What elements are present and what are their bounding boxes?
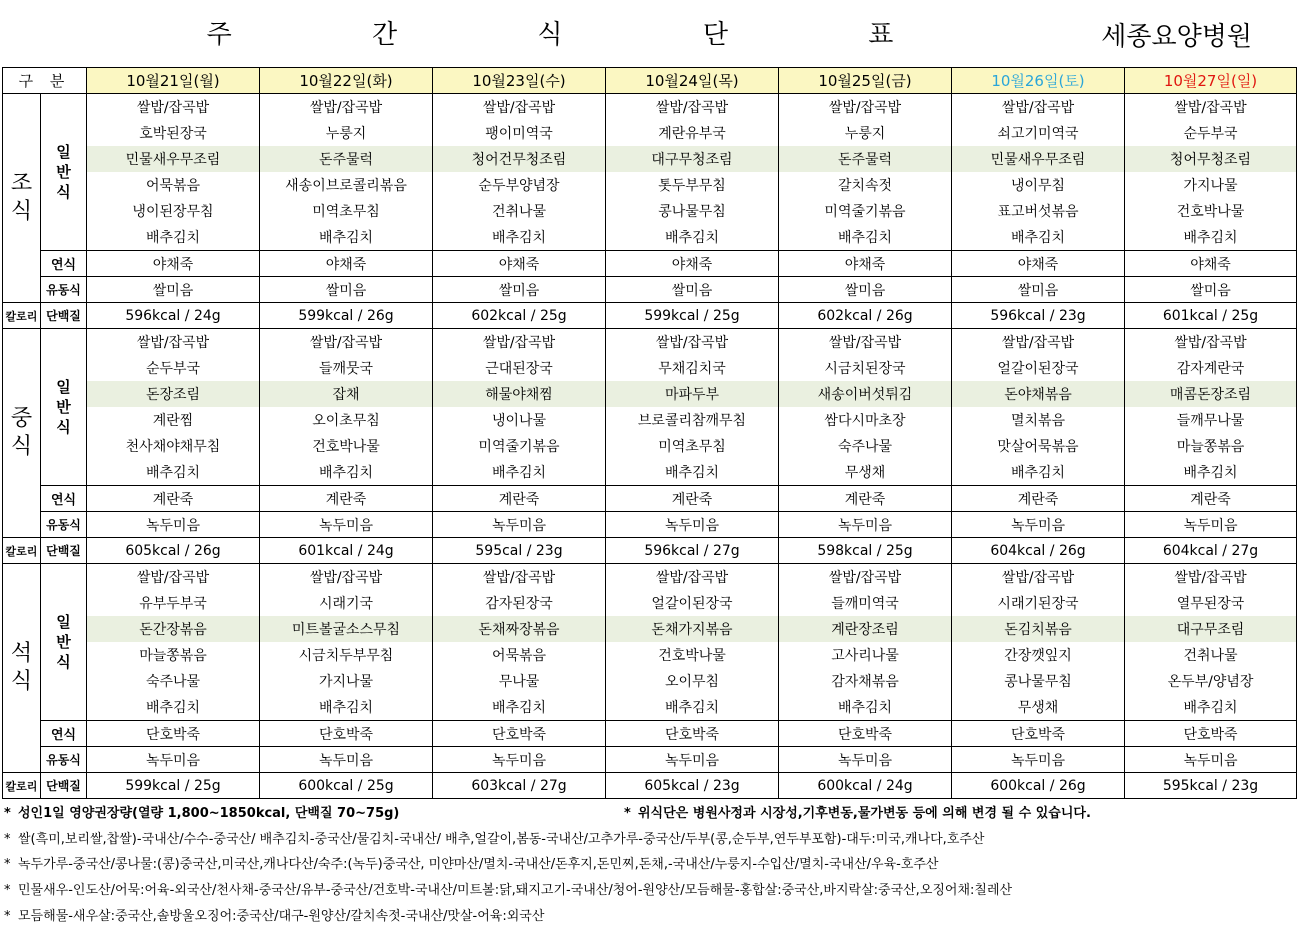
menu-cell: 대구무조림 [1125, 616, 1297, 642]
menu-cell: 배추김치 [1125, 224, 1297, 251]
menu-cell: 청어무청조림 [1125, 146, 1297, 172]
menu-cell: 배추김치 [606, 694, 779, 721]
liquid-label: 유동식 [41, 512, 87, 538]
menu-cell: 쌀밥/잡곡밥 [606, 329, 779, 356]
regular-label-char: 반 [56, 633, 71, 651]
menu-cell: 건호박나물 [260, 433, 433, 459]
menu-cell: 쌀밥/잡곡밥 [87, 329, 260, 356]
regular-label [41, 94, 87, 251]
menu-cell: 배추김치 [433, 694, 606, 721]
hospital-name: 세종요양병원 [1101, 22, 1252, 52]
menu-cell: 냉이무침 [952, 172, 1125, 198]
meal-label-char: 식 [10, 434, 33, 459]
menu-cell: 계란죽 [779, 486, 952, 512]
calorie-cell: 601kcal / 25g [1125, 303, 1297, 329]
meal-label-char: 석 [10, 641, 33, 666]
menu-cell: 잡채 [260, 381, 433, 407]
menu-cell: 마늘쫑볶음 [1125, 433, 1297, 459]
menu-cell: 마늘쫑볶음 [87, 642, 260, 668]
menu-cell: 팽이미역국 [433, 120, 606, 146]
menu-cell: 돈주물럭 [779, 146, 952, 172]
calorie-cell: 600kcal / 24g [779, 773, 952, 799]
menu-cell: 녹두미음 [779, 512, 952, 538]
day-header: 10월23일(수) [433, 68, 606, 94]
menu-cell: 쌀밥/잡곡밥 [1125, 564, 1297, 591]
menu-cell: 계란장조림 [779, 616, 952, 642]
menu-cell: 순두부국 [87, 355, 260, 381]
menu-cell: 콩나물무침 [606, 198, 779, 224]
menu-cell: 배추김치 [87, 694, 260, 721]
menu-cell: 쌀밥/잡곡밥 [433, 94, 606, 121]
protein-label: 단백질 [41, 303, 87, 329]
day-header: 10월25일(금) [779, 68, 952, 94]
menu-cell: 배추김치 [952, 224, 1125, 251]
menu-cell: 배추김치 [260, 224, 433, 251]
menu-cell: 멸치볶음 [952, 407, 1125, 433]
calorie-cell: 605kcal / 23g [606, 773, 779, 799]
menu-cell: 쌀밥/잡곡밥 [779, 564, 952, 591]
soft-label: 연식 [41, 486, 87, 512]
menu-cell: 미트볼굴소스무침 [260, 616, 433, 642]
calorie-cell: 604kcal / 27g [1125, 538, 1297, 564]
page-header [0, 0, 1298, 66]
menu-cell: 쌀미음 [260, 277, 433, 303]
menu-cell: 냉이된장무침 [87, 198, 260, 224]
menu-row [3, 668, 1297, 694]
liquid-row [3, 277, 1297, 303]
menu-cell: 건호박나물 [606, 642, 779, 668]
menu-row [3, 433, 1297, 459]
menu-cell: 새송이브로콜리볶음 [260, 172, 433, 198]
category-header: 구 분 [3, 68, 87, 94]
menu-cell: 쌀밥/잡곡밥 [779, 94, 952, 121]
menu-cell: 단호박죽 [779, 721, 952, 747]
calorie-label: 칼로리 [3, 538, 41, 564]
soft-label: 연식 [41, 251, 87, 277]
meal-label [3, 94, 41, 303]
meal-label [3, 329, 41, 538]
menu-cell: 매콤돈장조림 [1125, 381, 1297, 407]
menu-cell: 유부두부국 [87, 590, 260, 616]
menu-cell: 녹두미음 [1125, 512, 1297, 538]
menu-cell: 건취나물 [1125, 642, 1297, 668]
menu-cell: 시래기국 [260, 590, 433, 616]
nutrition-text: 성인1일 영양권장량(열량 1,800~1850kcal, 단백질 70~75g) [18, 806, 400, 821]
day-header: 10월27일(일) [1125, 68, 1297, 94]
liquid-row [3, 747, 1297, 773]
menu-cell: 무채김치국 [606, 355, 779, 381]
menu-cell: 간장깻잎지 [952, 642, 1125, 668]
menu-cell: 배추김치 [433, 224, 606, 251]
regular-label-char: 식 [56, 653, 71, 671]
menu-cell: 쌀밥/잡곡밥 [952, 329, 1125, 356]
menu-cell: 야채죽 [952, 251, 1125, 277]
menu-cell: 근대된장국 [433, 355, 606, 381]
menu-cell: 천사채야채무침 [87, 433, 260, 459]
menu-cell: 쇠고기미역국 [952, 120, 1125, 146]
menu-cell: 쌀밥/잡곡밥 [952, 564, 1125, 591]
protein-label: 단백질 [41, 538, 87, 564]
menu-cell: 미역줄기볶음 [779, 198, 952, 224]
menu-cell: 쌀미음 [87, 277, 260, 303]
menu-cell: 녹두미음 [87, 747, 260, 773]
menu-row [3, 407, 1297, 433]
menu-cell: 단호박죽 [87, 721, 260, 747]
menu-cell: 배추김치 [779, 694, 952, 721]
regular-label-char: 일 [56, 378, 71, 396]
menu-cell: 쌀밥/잡곡밥 [606, 94, 779, 121]
menu-cell: 배추김치 [606, 459, 779, 486]
menu-cell: 열무된장국 [1125, 590, 1297, 616]
menu-cell: 녹두미음 [260, 512, 433, 538]
menu-cell: 얼갈이된장국 [606, 590, 779, 616]
menu-cell: 녹두미음 [606, 512, 779, 538]
origin-note [4, 828, 985, 847]
menu-cell: 배추김치 [260, 459, 433, 486]
menu-row [3, 355, 1297, 381]
menu-cell: 쌀밥/잡곡밥 [260, 329, 433, 356]
menu-cell: 쌀밥/잡곡밥 [433, 564, 606, 591]
menu-cell: 숙주나물 [87, 668, 260, 694]
calorie-cell: 596kcal / 24g [87, 303, 260, 329]
regular-label-char: 반 [56, 398, 71, 416]
menu-cell: 배추김치 [433, 459, 606, 486]
menu-cell: 녹두미음 [433, 747, 606, 773]
meal-label-char: 식 [10, 199, 33, 224]
menu-cell: 맛살어묵볶음 [952, 433, 1125, 459]
menu-cell: 계란죽 [606, 486, 779, 512]
menu-cell: 감자채볶음 [779, 668, 952, 694]
menu-cell: 녹두미음 [87, 512, 260, 538]
origin-text: 민물새우-인도산/어묵:어육-외국산/천사채-중국산/유부-중국산/건호박-국내산/미트볼:닭,돼지고기-국내산/청어-원양산/모듬해물-홍합살:중국산,바지락살:중국산,오징어채:칠레산 [18, 883, 1013, 898]
menu-cell: 계란죽 [952, 486, 1125, 512]
day-header: 10월24일(목) [606, 68, 779, 94]
menu-cell: 가지나물 [1125, 172, 1297, 198]
liquid-label: 유동식 [41, 747, 87, 773]
calorie-row [3, 773, 1297, 799]
menu-cell: 배추김치 [1125, 694, 1297, 721]
menu-row [3, 459, 1297, 486]
menu-cell: 무생채 [952, 694, 1125, 721]
menu-cell: 순두부양념장 [433, 172, 606, 198]
menu-cell: 돈김치볶음 [952, 616, 1125, 642]
menu-cell: 배추김치 [779, 224, 952, 251]
menu-cell: 계란찜 [87, 407, 260, 433]
page-title: 주 간 식 단 표 [206, 20, 960, 50]
menu-cell: 단호박죽 [433, 721, 606, 747]
menu-cell: 쌀밥/잡곡밥 [952, 94, 1125, 121]
meal-label [3, 564, 41, 773]
menu-cell: 숙주나물 [779, 433, 952, 459]
soft-row [3, 721, 1297, 747]
calorie-label: 칼로리 [3, 773, 41, 799]
menu-cell: 배추김치 [606, 224, 779, 251]
menu-cell: 배추김치 [1125, 459, 1297, 486]
weekly-menu-table [2, 67, 1297, 799]
bullet: * [4, 832, 11, 847]
menu-row [3, 642, 1297, 668]
menu-row [3, 172, 1297, 198]
menu-cell: 배추김치 [87, 459, 260, 486]
menu-cell: 들깨뭇국 [260, 355, 433, 381]
menu-cell: 녹두미음 [952, 512, 1125, 538]
menu-row [3, 590, 1297, 616]
menu-cell: 무나물 [433, 668, 606, 694]
menu-cell: 갈치속젓 [779, 172, 952, 198]
menu-cell: 쌀밥/잡곡밥 [779, 329, 952, 356]
menu-cell: 쌀밥/잡곡밥 [433, 329, 606, 356]
menu-cell: 시금치두부무침 [260, 642, 433, 668]
calorie-cell: 604kcal / 26g [952, 538, 1125, 564]
meal-label-char: 중 [10, 406, 33, 431]
menu-cell: 민물새우무조림 [87, 146, 260, 172]
menu-cell: 계란죽 [433, 486, 606, 512]
menu-cell: 쌀밥/잡곡밥 [606, 564, 779, 591]
menu-cell: 단호박죽 [606, 721, 779, 747]
menu-cell: 미역초무침 [260, 198, 433, 224]
bullet: * [4, 883, 11, 898]
liquid-row [3, 512, 1297, 538]
calorie-cell: 599kcal / 25g [87, 773, 260, 799]
menu-cell: 쌀밥/잡곡밥 [1125, 94, 1297, 121]
day-header: 10월26일(토) [952, 68, 1125, 94]
menu-cell: 대구무청조림 [606, 146, 779, 172]
menu-cell: 오이초무침 [260, 407, 433, 433]
regular-label-char: 일 [56, 613, 71, 631]
menu-cell: 계란유부국 [606, 120, 779, 146]
menu-cell: 돈야채볶음 [952, 381, 1125, 407]
calorie-cell: 605kcal / 26g [87, 538, 260, 564]
menu-cell: 누룽지 [260, 120, 433, 146]
menu-cell: 온두부/양념장 [1125, 668, 1297, 694]
calorie-cell: 600kcal / 25g [260, 773, 433, 799]
menu-row [3, 694, 1297, 721]
menu-cell: 계란죽 [260, 486, 433, 512]
calorie-row [3, 303, 1297, 329]
menu-cell: 돈채짜장볶음 [433, 616, 606, 642]
menu-cell: 쌀밥/잡곡밥 [1125, 329, 1297, 356]
calorie-cell: 599kcal / 25g [606, 303, 779, 329]
day-header: 10월22일(화) [260, 68, 433, 94]
bullet: * [624, 806, 631, 821]
calorie-label: 칼로리 [3, 303, 41, 329]
menu-cell: 들깨미역국 [779, 590, 952, 616]
disclaimer-note [624, 802, 1091, 821]
menu-cell: 단호박죽 [952, 721, 1125, 747]
calorie-cell: 595kcal / 23g [1125, 773, 1297, 799]
menu-cell: 냉이나물 [433, 407, 606, 433]
meal-label-char: 조 [10, 171, 33, 196]
menu-cell: 얼갈이된장국 [952, 355, 1125, 381]
menu-cell: 청어건무청조림 [433, 146, 606, 172]
menu-cell: 시래기된장국 [952, 590, 1125, 616]
menu-cell: 쌀미음 [1125, 277, 1297, 303]
menu-cell: 쌀밥/잡곡밥 [260, 564, 433, 591]
origin-note [4, 853, 939, 872]
menu-cell: 민물새우무조림 [952, 146, 1125, 172]
protein-label: 단백질 [41, 773, 87, 799]
liquid-label: 유동식 [41, 277, 87, 303]
regular-label [41, 329, 87, 486]
menu-cell: 무생채 [779, 459, 952, 486]
menu-cell: 녹두미음 [606, 747, 779, 773]
calorie-cell: 602kcal / 25g [433, 303, 606, 329]
menu-cell: 녹두미음 [260, 747, 433, 773]
menu-cell: 시금치된장국 [779, 355, 952, 381]
calorie-cell: 603kcal / 27g [433, 773, 606, 799]
day-header: 10월21일(월) [87, 68, 260, 94]
menu-cell: 어묵볶음 [87, 172, 260, 198]
menu-cell: 감자계란국 [1125, 355, 1297, 381]
calorie-cell: 598kcal / 25g [779, 538, 952, 564]
menu-row [3, 198, 1297, 224]
origin-text: 쌀(흑미,보리쌀,찹쌀)-국내산/수수-중국산/ 배추김치-중국산/물김치-국내산/ 배추,얼갈이,봄동-국내산/고추가루-중국산/두부(콩,순두부,연두부포함)-대두:미국,캐나다,호주산 [18, 832, 985, 847]
menu-cell: 쌈다시마초장 [779, 407, 952, 433]
soft-row [3, 251, 1297, 277]
menu-cell: 계란죽 [1125, 486, 1297, 512]
menu-cell: 톳두부무침 [606, 172, 779, 198]
menu-row [3, 224, 1297, 251]
bullet: * [4, 806, 11, 821]
menu-row [3, 94, 1297, 121]
menu-cell: 녹두미음 [779, 747, 952, 773]
menu-row [3, 381, 1297, 407]
menu-row [3, 616, 1297, 642]
menu-cell: 돈채가지볶음 [606, 616, 779, 642]
nutrition-note [4, 802, 399, 821]
menu-cell: 야채죽 [779, 251, 952, 277]
regular-label-char: 반 [56, 163, 71, 181]
menu-cell: 야채죽 [433, 251, 606, 277]
menu-cell: 쌀밥/잡곡밥 [87, 564, 260, 591]
menu-row [3, 120, 1297, 146]
menu-cell: 고사리나물 [779, 642, 952, 668]
menu-cell: 미역줄기볶음 [433, 433, 606, 459]
calorie-cell: 601kcal / 24g [260, 538, 433, 564]
bullet: * [4, 909, 11, 924]
menu-cell: 순두부국 [1125, 120, 1297, 146]
menu-cell: 호박된장국 [87, 120, 260, 146]
menu-cell: 쌀밥/잡곡밥 [260, 94, 433, 121]
menu-cell: 쌀밥/잡곡밥 [87, 94, 260, 121]
calorie-cell: 602kcal / 26g [779, 303, 952, 329]
regular-label [41, 564, 87, 721]
menu-cell: 녹두미음 [433, 512, 606, 538]
menu-cell: 마파두부 [606, 381, 779, 407]
origin-text: 모듬해물-새우살:중국산,솔방울오징어:중국산/대구-원양산/갈치속젓-국내산/맛살-어육:외국산 [18, 909, 545, 924]
menu-cell: 배추김치 [952, 459, 1125, 486]
menu-cell: 어묵볶음 [433, 642, 606, 668]
menu-cell: 브로콜리참깨무침 [606, 407, 779, 433]
menu-cell: 계란죽 [87, 486, 260, 512]
regular-label-char: 식 [56, 418, 71, 436]
menu-cell: 쌀미음 [606, 277, 779, 303]
menu-cell: 오이무침 [606, 668, 779, 694]
menu-cell: 야채죽 [87, 251, 260, 277]
meal-label-char: 식 [10, 669, 33, 694]
menu-cell: 쌀미음 [779, 277, 952, 303]
menu-row [3, 564, 1297, 591]
menu-cell: 배추김치 [260, 694, 433, 721]
bullet: * [4, 857, 11, 872]
origin-note [4, 905, 544, 924]
menu-cell: 쌀미음 [433, 277, 606, 303]
menu-cell: 녹두미음 [1125, 747, 1297, 773]
menu-cell: 배추김치 [87, 224, 260, 251]
regular-label-char: 일 [56, 143, 71, 161]
menu-cell: 들깨무나물 [1125, 407, 1297, 433]
menu-cell: 콩나물무침 [952, 668, 1125, 694]
menu-cell: 단호박죽 [1125, 721, 1297, 747]
menu-cell: 건호박나물 [1125, 198, 1297, 224]
regular-label-char: 식 [56, 183, 71, 201]
menu-cell: 야채죽 [606, 251, 779, 277]
calorie-row [3, 538, 1297, 564]
header-row [3, 68, 1297, 94]
menu-cell: 표고버섯볶음 [952, 198, 1125, 224]
menu-cell: 단호박죽 [260, 721, 433, 747]
origin-text: 녹두가루-중국산/콩나물:(콩)중국산,미국산,캐나다산/숙주:(녹두)중국산, 미얀마산/멸치-국내산/돈후지,돈민찌,돈채,-국내산/누룽지-수입산/멸치-국내산/우육-호주산 [18, 857, 939, 872]
menu-cell: 돈주물럭 [260, 146, 433, 172]
menu-cell: 녹두미음 [952, 747, 1125, 773]
calorie-cell: 595cal / 23g [433, 538, 606, 564]
menu-cell: 감자된장국 [433, 590, 606, 616]
calorie-cell: 596kcal / 27g [606, 538, 779, 564]
menu-cell: 야채죽 [1125, 251, 1297, 277]
origin-note [4, 879, 1012, 898]
menu-cell: 건취나물 [433, 198, 606, 224]
disclaimer-text: 위식단은 병원사정과 시장성,기후변동,물가변동 등에 의해 변경 될 수 있습니다. [638, 806, 1091, 821]
calorie-cell: 600kcal / 26g [952, 773, 1125, 799]
menu-cell: 쌀미음 [952, 277, 1125, 303]
calorie-cell: 596kcal / 23g [952, 303, 1125, 329]
soft-row [3, 486, 1297, 512]
menu-cell: 새송이버섯튀김 [779, 381, 952, 407]
menu-cell: 야채죽 [260, 251, 433, 277]
menu-cell: 해물야채찜 [433, 381, 606, 407]
menu-cell: 가지나물 [260, 668, 433, 694]
menu-row [3, 146, 1297, 172]
menu-cell: 돈간장볶음 [87, 616, 260, 642]
menu-cell: 누룽지 [779, 120, 952, 146]
calorie-cell: 599kcal / 26g [260, 303, 433, 329]
menu-cell: 돈장조림 [87, 381, 260, 407]
soft-label: 연식 [41, 721, 87, 747]
menu-row [3, 329, 1297, 356]
menu-cell: 미역초무침 [606, 433, 779, 459]
